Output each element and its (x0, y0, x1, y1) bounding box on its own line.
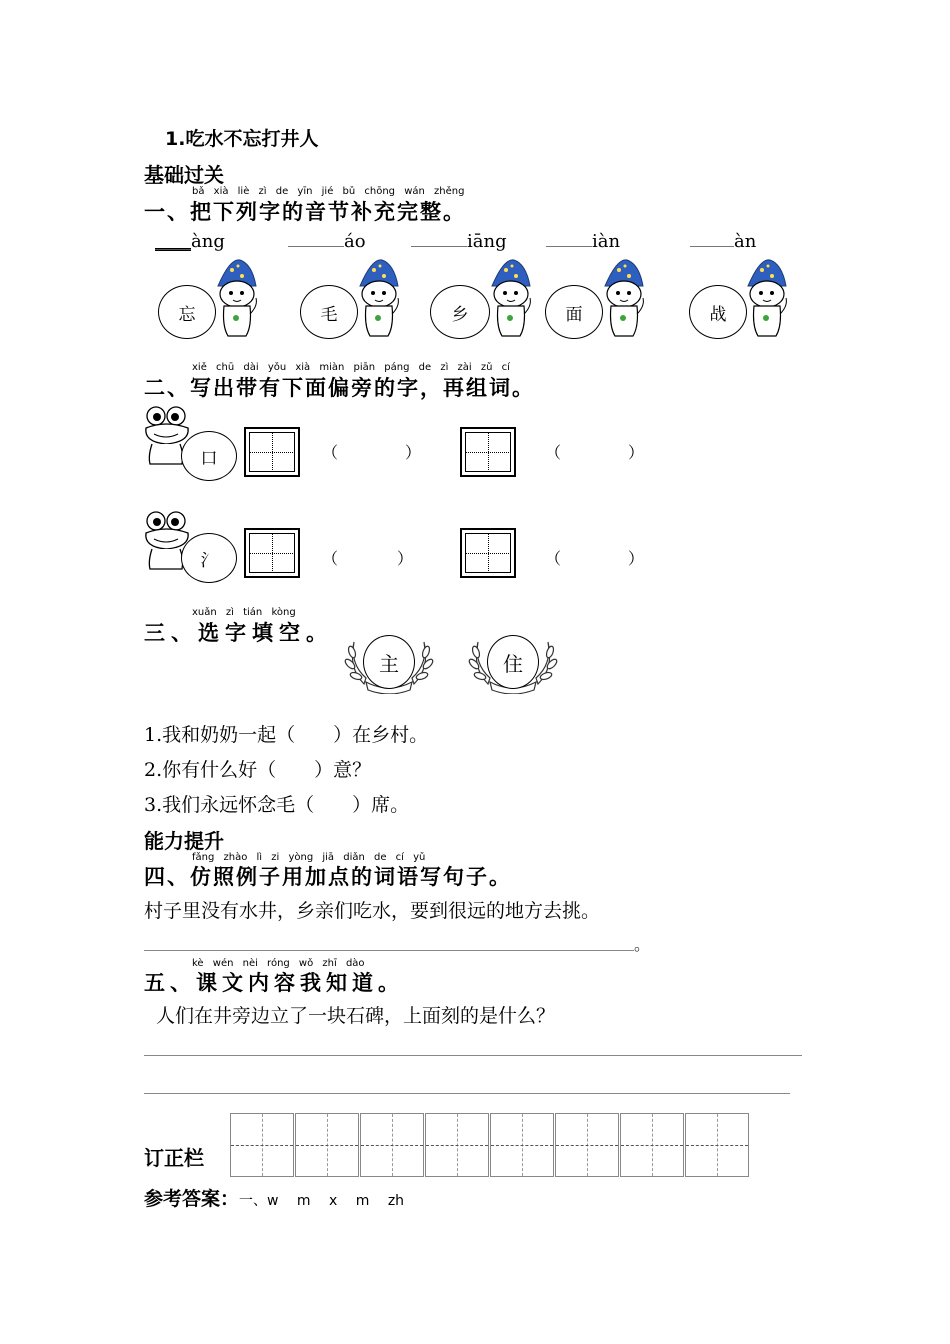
answer-label: 参考答案： (144, 1188, 240, 1210)
q5-pinyin: kè wén nèi róng wǒ zhī dào (192, 958, 365, 969)
q5-answer-line-1[interactable] (144, 1055, 802, 1056)
correction-grid-cell[interactable] (555, 1113, 619, 1177)
q1-char-circle-2: 毛 (300, 285, 358, 339)
page-title: 1.吃水不忘打井人 (165, 128, 319, 150)
correction-grid-cell[interactable] (490, 1113, 554, 1177)
q5-question: 人们在井旁边立了一块石碑，上面刻的是什么？ (156, 1005, 556, 1027)
correction-grid-cell[interactable] (425, 1113, 489, 1177)
answer-key (144, 1184, 404, 1211)
q4-end-mark: 。 (634, 935, 651, 954)
correction-grid-cell[interactable] (685, 1113, 749, 1177)
q2-writing-box-1[interactable] (244, 427, 300, 477)
q2-writing-box-4[interactable] (460, 528, 516, 578)
q1-syllable-4[interactable]: iàn (546, 231, 620, 252)
answer-text: 一、w m x m zh (239, 1193, 405, 1209)
q5-answer-line-2[interactable] (144, 1093, 790, 1094)
q2-paren-close-1: ） (405, 443, 422, 462)
q1-syllable-2[interactable]: áo (288, 231, 366, 252)
q1-syllable-5[interactable]: àn (690, 231, 756, 252)
correction-grid-cell[interactable] (360, 1113, 424, 1177)
q3-choice-2: 住 (487, 635, 539, 689)
q2-pinyin: xiě chū dài yǒu xià miàn piān páng de zì zài zǔ cí (192, 362, 510, 373)
q2-paren-open-4: （ (545, 549, 562, 568)
q2-paren-open-3: （ (322, 549, 339, 568)
q2-paren-close-3: ） (397, 549, 414, 568)
q4-pinyin: fǎng zhào lì zi yòng jiā diǎn de cí yǔ (192, 852, 426, 863)
q1-char-circle-3: 乡 (430, 285, 490, 339)
q1-char-circle-4: 面 (545, 285, 603, 339)
q2-paren-close-4: ） (628, 549, 645, 568)
correction-label: 订正栏 (144, 1146, 204, 1170)
cat-mascot-icon (352, 256, 404, 340)
q4-answer-line[interactable] (144, 950, 634, 951)
q3-sentence-2[interactable]: 2.你有什么好（ ）意？ (144, 759, 372, 781)
q1-pinyin: bǎ xià liè zì de yīn jié bǔ chōng wán zhěng (192, 186, 465, 197)
section-ability: 能力提升 (144, 829, 224, 853)
q2-paren-open-1: （ (322, 443, 339, 462)
q2-writing-box-2[interactable] (460, 427, 516, 477)
q4-example: 村子里没有水井，乡亲们吃水，要到很远的地方去挑。 (144, 900, 601, 922)
q3-choice-1: 主 (363, 635, 415, 689)
q2-writing-box-3[interactable] (244, 528, 300, 578)
q1-char-circle-5: 战 (689, 285, 747, 339)
correction-grid-cell[interactable] (230, 1113, 294, 1177)
q1-char-circle-1: 忘 (158, 285, 216, 339)
q2-paren-close-2: ） (628, 443, 645, 462)
cat-mascot-icon (210, 256, 262, 340)
correction-grid-cell[interactable] (620, 1113, 684, 1177)
q3-sentence-1[interactable]: 1.我和奶奶一起（ ）在乡村。 (144, 724, 429, 746)
q2-paren-open-2: （ (545, 443, 562, 462)
q2-heading: 二、写出带有下面偏旁的字，再组词。 (144, 376, 535, 400)
q1-syllable-1[interactable]: ____àng (155, 231, 225, 252)
q4-heading: 四、仿照例子用加点的词语写句子。 (144, 865, 512, 889)
q2-radical-circle-1: 口 (181, 431, 237, 481)
q5-heading: 五、课文内容我知道。 (144, 971, 404, 995)
cat-mascot-icon (484, 256, 536, 340)
q2-radical-circle-2: 氵 (181, 533, 237, 583)
section-basic: 基础过关 (144, 163, 224, 187)
cat-mascot-icon (740, 256, 792, 340)
q1-syllable-3[interactable]: iāng (411, 231, 507, 252)
cat-mascot-icon (597, 256, 649, 340)
q3-heading: 三、选字填空。 (144, 621, 333, 645)
q3-pinyin: xuǎn zì tián kòng (192, 607, 296, 618)
correction-grid-cell[interactable] (295, 1113, 359, 1177)
q1-heading: 一、把下列字的音节补充完整。 (144, 200, 466, 224)
q3-sentence-3[interactable]: 3.我们永远怀念毛（ ）席。 (144, 794, 410, 816)
